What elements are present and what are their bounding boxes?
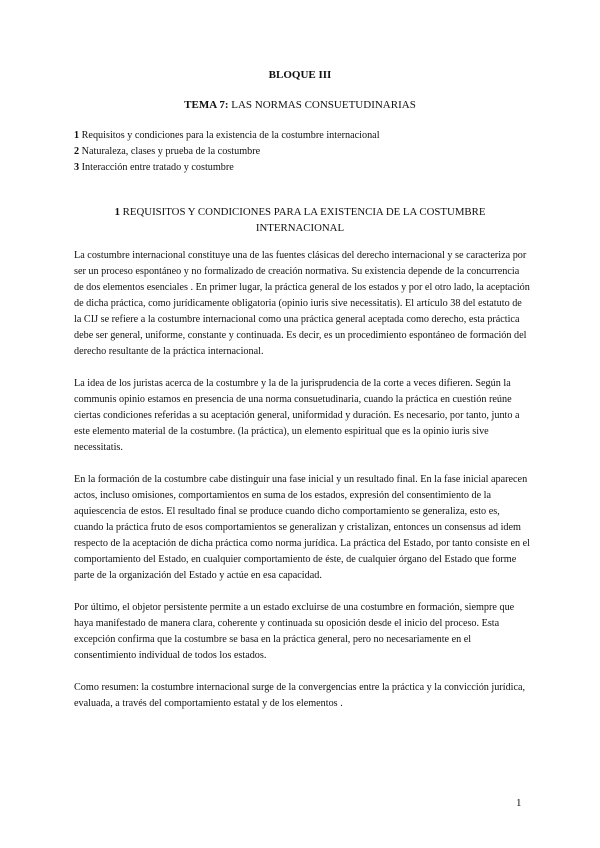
toc-item-text: Naturaleza, clases y prueba de la costumbre bbox=[79, 146, 261, 157]
block-heading: BLOQUE III bbox=[268, 69, 332, 81]
page-number: 1 bbox=[516, 797, 522, 809]
toc-item-text: Requisitos y condiciones para la existencia de la costumbre internacional bbox=[79, 130, 380, 141]
toc-item bbox=[74, 128, 534, 144]
paragraph: La idea de los juristas acerca de la costumbre y la de la jurisprudencia de la corte a veces difieren. Según la communis opinio estamos en presencia de una norma consuetudinaria, cuando la práctica en cuestión reúne ciertas condiciones referidas a su aceptación general, uniformidad y duración. Es necesario, por tanto, junto a este elemento material de la costumbre. (la práctica), un elemento espiritual que es la opinio iuris sive necessitatis. bbox=[74, 378, 520, 453]
toc-item-number: 3 bbox=[74, 162, 80, 173]
toc-item-number: 2 bbox=[74, 146, 80, 157]
section-number: 1 bbox=[114, 206, 120, 218]
paragraph: Como resumen: la costumbre internacional surge de la convergencias entre la práctica y la convicción jurídica, evaluada, a través del comportamiento estatal y de los elementos . bbox=[74, 682, 526, 709]
toc-item bbox=[74, 160, 534, 176]
toc-item-number: 1 bbox=[74, 130, 80, 141]
table-of-contents bbox=[74, 128, 534, 176]
section-heading bbox=[90, 205, 510, 236]
toc-item-text: Interacción entre tratado y costumbre bbox=[79, 162, 234, 173]
topic-label: TEMA 7: bbox=[184, 99, 229, 111]
paragraph: En la formación de la costumbre cabe distinguir una fase inicial y un resultado final. En la fase inicial aparecen actos, incluso omisiones, comportamientos en suma de los estados, expresión del consentimiento de la aquiescencia de estos. El resultado final se produce cuando dicho comportamiento se generaliza, esto es, cuando la práctica fruto de esos comportamientos se generalizan y cristalizan, entonces un consensus ad idem respecto de la aceptación de dicha práctica como norma jurídica. La práctica del Estado, por tanto consiste en el comportamiento del Estado, en cualquier comportamiento de éste, de cualquier órgano del Estado que forme parte de la organización del Estado y actúe en esa capacidad. bbox=[74, 474, 530, 581]
topic-title: LAS NORMAS CONSUETUDINARIAS bbox=[228, 99, 416, 111]
body-text bbox=[74, 248, 530, 728]
paragraph: La costumbre internacional constituye una de las fuentes clásicas del derecho internacional y se caracteriza por ser un proceso espontáneo y no formalizado de creación normativa. Su existencia depende de la concurrencia de dos elementos esenciales . En primer lugar, la práctica general de los estados y por el otro lado, la aceptación de dicha práctica, como jurídicamente obligatoria (opinio iuris sive necessitatis). El artículo 38 del estatuto de la CIJ se refiere a la costumbre internacional como una práctica general aceptada como derecho, esta práctica debe ser general, uniforme, constante y continuada. Es decir, es un procedimiento espontáneo de formación del derecho resultante de la práctica internacional. bbox=[74, 250, 530, 357]
section-title: REQUISITOS Y CONDICIONES PARA LA EXISTENCIA DE LA COSTUMBRE INTERNACIONAL bbox=[119, 206, 486, 234]
toc-item bbox=[74, 144, 534, 160]
topic-heading bbox=[0, 99, 600, 111]
paragraph: Por último, el objetor persistente permite a un estado excluirse de una costumbre en formación, siempre que haya manifestado de manera clara, coherente y continuada su oposición desde el inicio del proceso. Esta excepción confirma que la costumbre se basa en la práctica general, pero no necesariamente en el consentimiento individual de todos los estados. bbox=[74, 602, 515, 661]
